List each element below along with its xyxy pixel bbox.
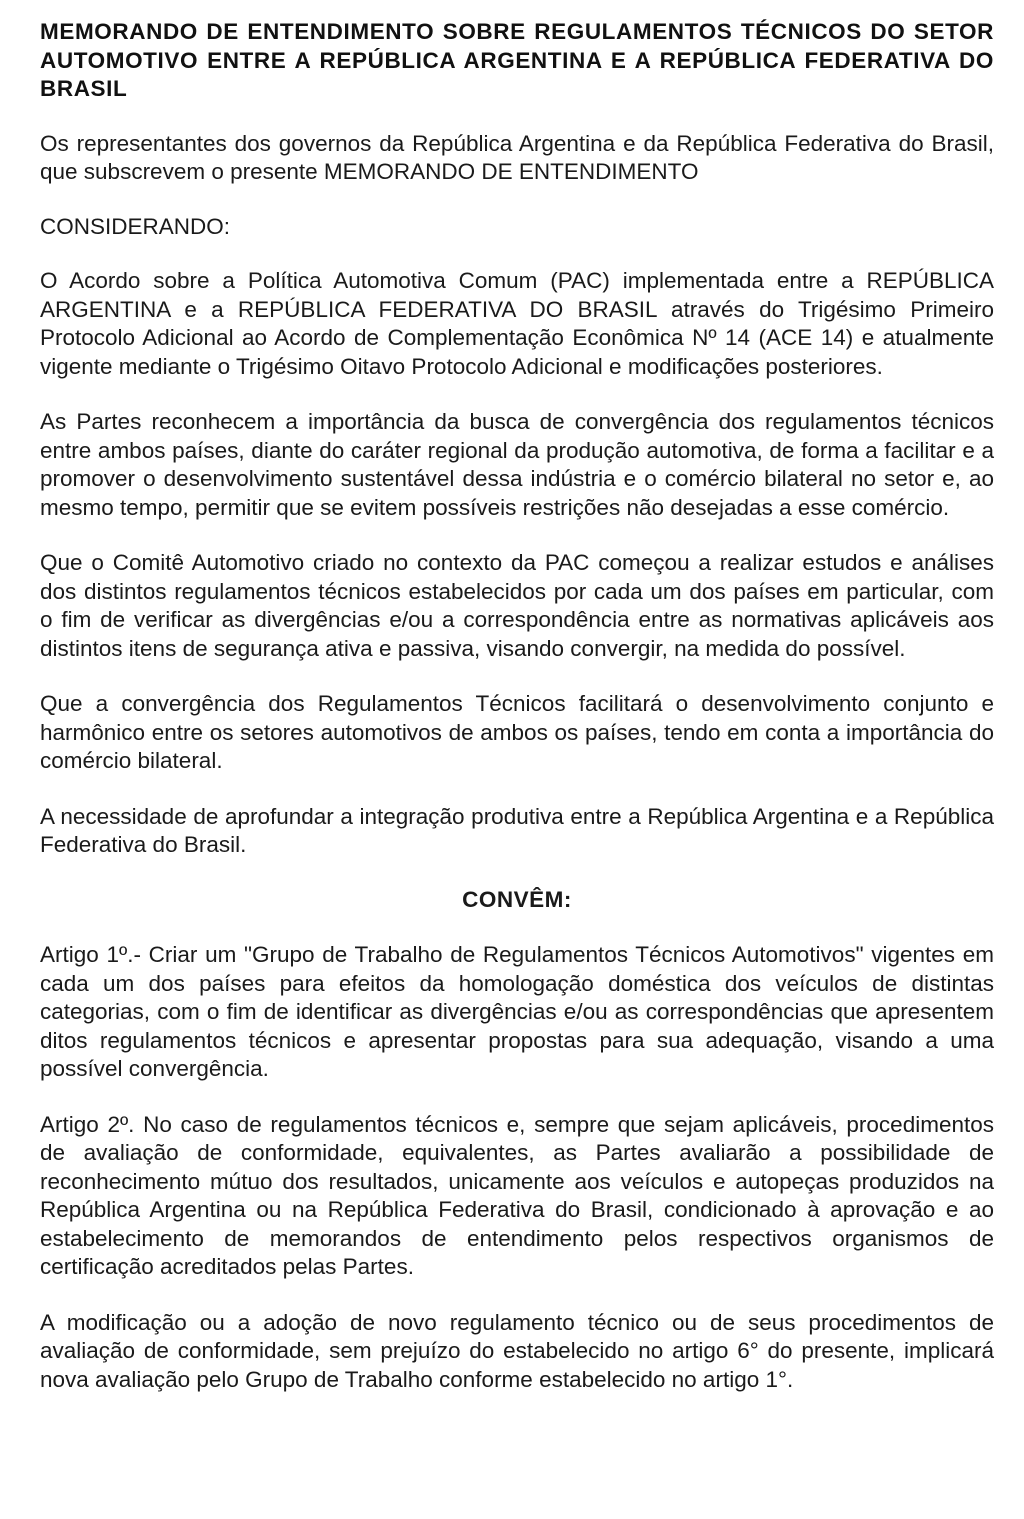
article-paragraph: A modificação ou a adoção de novo regulamento técnico ou de seus procedimentos de avaliação de conformidade, sem prejuízo do estabelecido no artigo 6° do presente, implicará nova avaliação pelo Grupo de Trabalho conforme estabelecido no artigo 1°. bbox=[40, 1309, 994, 1392]
article-paragraph: Artigo 1º.- Criar um "Grupo de Trabalho de Regulamentos Técnicos Automotivos" vigentes em cada um dos países para efeitos da homologação doméstica dos veículos de distintas categorias, com o fim de identificar as divergências e/ou as correspondências que apresentem ditos regulamentos técnicos e apresentar propostas para sua adequação, visando a uma possível convergência. bbox=[40, 942, 994, 1081]
consideration-paragraph: A necessidade de aprofundar a integração produtiva entre a República Argentina e a República Federativa do Brasil. bbox=[40, 803, 994, 857]
considering-heading: CONSIDERANDO: bbox=[40, 213, 231, 239]
agree-heading: CONVÊM: bbox=[462, 886, 572, 912]
consideration-paragraph: O Acordo sobre a Política Automotiva Comum (PAC) implementada entre a REPÚBLICA ARGENTINA e a REPÚBLICA FEDERATIVA DO BRASIL através do Trigésimo Primeiro Protocolo Adicional ao Acordo de Complementação Econômica Nº 14 (ACE 14) e atualmente vigente mediante o Trigésimo Oitavo Protocolo Adicional e modificações posteriores. bbox=[40, 268, 994, 379]
consideration-paragraph: Que a convergência dos Regulamentos Técnicos facilitará o desenvolvimento conjunto e harmônico entre os setores automotivos de ambos os países, tendo em conta a importância do comércio bilateral. bbox=[40, 691, 994, 773]
article-paragraph: Artigo 2º. No caso de regulamentos técnicos e, sempre que sejam aplicáveis, procedimentos de avaliação de conformidade, equivalentes, as Partes avaliarão a possibilidade de reconhecimento mútuo dos resultados, unicamente aos veículos e autopeças produzidos na República Argentina ou na República Federativa do Brasil, condicionado à aprovação e ao estabelecimento de memorandos de entendimento pelos respectivos organismos de certificação acreditados pelas Partes. bbox=[40, 1111, 994, 1279]
consideration-paragraph: Que o Comitê Automotivo criado no contexto da PAC começou a realizar estudos e análises dos distintos regulamentos técnicos estabelecidos por cada um dos países em particular, com o fim de verificar as divergências e/ou a correspondência entre as normativas aplicáveis aos distintos itens de segurança ativa e passiva, visando convergir, na medida do possível. bbox=[40, 550, 994, 661]
intro-paragraph: Os representantes dos governos da República Argentina e da República Federativa do Brasil, que subscrevem o presente MEMORANDO DE ENTENDIMENTO bbox=[40, 130, 994, 184]
document-title: MEMORANDO DE ENTENDIMENTO SOBRE REGULAMENTOS TÉCNICOS DO SETOR AUTOMOTIVO ENTRE A REPÚBLICA ARGENTINA E A REPÚBLICA FEDERATIVA DO BRASIL bbox=[40, 19, 994, 101]
consideration-paragraph: As Partes reconhecem a importância da busca de convergência dos regulamentos técnicos entre ambos países, diante do caráter regional da produção automotiva, de forma a facilitar e a promover o desenvolvimento sustentável dessa indústria e o comércio bilateral no setor e, ao mesmo tempo, permitir que se evitem possíveis restrições não desejadas a esse comércio. bbox=[40, 409, 994, 520]
